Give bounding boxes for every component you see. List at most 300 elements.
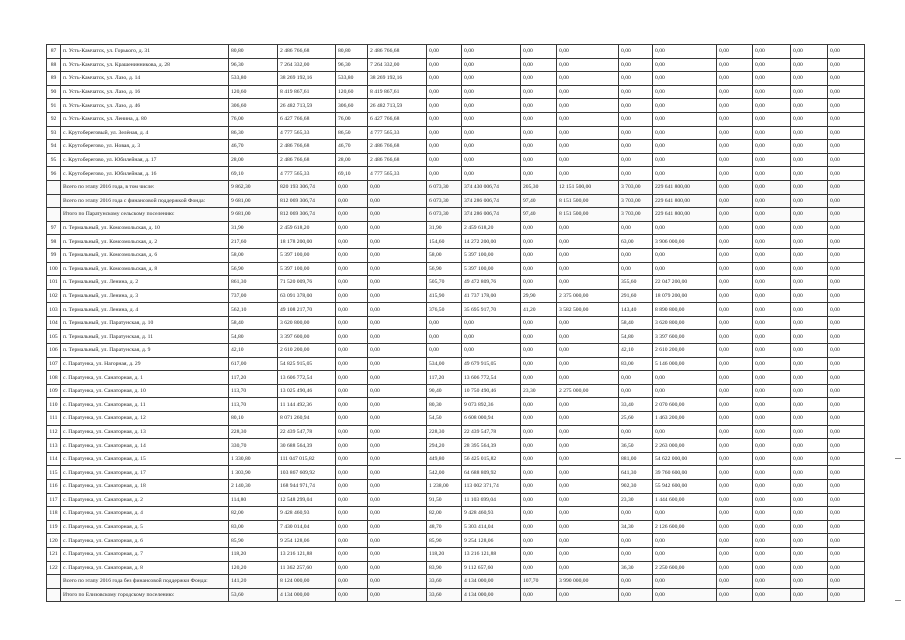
- value-cell: 0,00: [828, 412, 865, 426]
- value-cell: 2 610 200,00: [653, 344, 717, 358]
- value-cell: 2 486 766,68: [368, 140, 427, 154]
- value-cell: 0,00: [368, 262, 427, 276]
- value-cell: 0,00: [717, 507, 753, 521]
- value-cell: 11 103 699,04: [462, 493, 521, 507]
- value-cell: 0,00: [791, 412, 828, 426]
- value-cell: 0,00: [753, 153, 791, 167]
- row-number-cell: [47, 194, 61, 208]
- value-cell: 111 047 015,82: [278, 452, 336, 466]
- value-cell: 0,00: [462, 85, 521, 99]
- value-cell: 54,50: [427, 412, 462, 426]
- value-cell: 7 264 332,00: [278, 58, 336, 72]
- value-cell: 0,00: [753, 235, 791, 249]
- value-cell: 0,00: [717, 384, 753, 398]
- value-cell: 0,00: [521, 398, 557, 412]
- value-cell: 0,00: [717, 208, 753, 222]
- row-number-cell: 104: [47, 316, 61, 330]
- value-cell: 82,00: [427, 507, 462, 521]
- row-number-cell: 94: [47, 140, 61, 154]
- value-cell: 1 238,00: [427, 480, 462, 494]
- value-cell: 9 681,00: [229, 194, 278, 208]
- value-cell: 63 091 378,00: [278, 289, 336, 303]
- value-cell: 0,00: [753, 126, 791, 140]
- value-cell: 0,00: [521, 547, 557, 561]
- value-cell: 0,00: [791, 262, 828, 276]
- value-cell: 0,00: [619, 588, 653, 602]
- value-cell: 0,00: [717, 180, 753, 194]
- value-cell: 103 867 609,92: [278, 466, 336, 480]
- address-cell: с. Паратунка, ул. Санаторная, д. 7: [61, 547, 229, 561]
- value-cell: 0,00: [368, 248, 427, 262]
- value-cell: 33,60: [427, 588, 462, 602]
- value-cell: 355,60: [619, 276, 653, 290]
- value-cell: 0,00: [717, 452, 753, 466]
- address-cell: п. Термальный, ул. Паратунская, д. 9: [61, 344, 229, 358]
- value-cell: 0,00: [717, 466, 753, 480]
- value-cell: 0,00: [653, 262, 717, 276]
- value-cell: 0,00: [753, 72, 791, 86]
- value-cell: 0,00: [753, 507, 791, 521]
- value-cell: 0,00: [557, 357, 619, 371]
- value-cell: 0,00: [717, 330, 753, 344]
- value-cell: 0,00: [717, 262, 753, 276]
- value-cell: 117,20: [427, 371, 462, 385]
- value-cell: 0,00: [791, 493, 828, 507]
- value-cell: 0,00: [368, 180, 427, 194]
- value-cell: 0,00: [717, 289, 753, 303]
- value-cell: 0,00: [521, 371, 557, 385]
- value-cell: 0,00: [336, 384, 368, 398]
- row-number-cell: 112: [47, 425, 61, 439]
- value-cell: 0,00: [753, 112, 791, 126]
- value-cell: 291,60: [619, 289, 653, 303]
- value-cell: 0,00: [653, 72, 717, 86]
- value-cell: 534,00: [427, 357, 462, 371]
- value-cell: 0,00: [462, 330, 521, 344]
- value-cell: 0,00: [521, 561, 557, 575]
- value-cell: 6 073,30: [427, 208, 462, 222]
- value-cell: 0,00: [557, 85, 619, 99]
- value-cell: 0,00: [753, 344, 791, 358]
- value-cell: 38 269 192,16: [368, 72, 427, 86]
- value-cell: 0,00: [828, 235, 865, 249]
- value-cell: 0,00: [368, 235, 427, 249]
- address-cell: с. Паратунка, ул. Санаторная, д. 10: [61, 384, 229, 398]
- value-cell: 0,00: [791, 248, 828, 262]
- value-cell: 0,00: [791, 208, 828, 222]
- value-cell: 0,00: [368, 534, 427, 548]
- value-cell: 0,00: [368, 276, 427, 290]
- value-cell: 0,00: [753, 575, 791, 589]
- value-cell: 0,00: [828, 575, 865, 589]
- table-row: [47, 112, 865, 126]
- value-cell: 0,00: [717, 153, 753, 167]
- value-cell: 0,00: [368, 344, 427, 358]
- value-cell: 562,10: [229, 303, 278, 317]
- address-cell: п. Усть-Камчатск, ул. Горького, д. 31: [61, 45, 229, 59]
- value-cell: 0,00: [336, 466, 368, 480]
- value-cell: 0,00: [753, 371, 791, 385]
- value-cell: 28,00: [229, 153, 278, 167]
- value-cell: 0,00: [462, 126, 521, 140]
- value-cell: 0,00: [753, 303, 791, 317]
- value-cell: 64 688 809,92: [462, 466, 521, 480]
- address-cell: с. Крутоберегово, ул. Новая, д. 3: [61, 140, 229, 154]
- row-number-cell: 120: [47, 534, 61, 548]
- value-cell: 54,80: [229, 330, 278, 344]
- value-cell: 0,00: [462, 112, 521, 126]
- value-cell: 0,00: [828, 140, 865, 154]
- row-number-cell: 118: [47, 507, 61, 521]
- value-cell: 8 419 867,61: [368, 85, 427, 99]
- value-cell: 2 486 766,68: [278, 45, 336, 59]
- value-cell: 0,00: [619, 534, 653, 548]
- value-cell: 0,00: [336, 262, 368, 276]
- value-cell: 2 486 766,68: [278, 153, 336, 167]
- table-total-row: [47, 194, 865, 208]
- value-cell: 34,30: [619, 520, 653, 534]
- row-number-cell: 90: [47, 85, 61, 99]
- value-cell: 217,60: [229, 235, 278, 249]
- value-cell: 0,00: [368, 412, 427, 426]
- value-cell: 9 681,00: [229, 208, 278, 222]
- value-cell: 1 330,80: [229, 452, 278, 466]
- value-cell: 0,00: [753, 412, 791, 426]
- value-cell: 0,00: [791, 561, 828, 575]
- value-cell: 0,00: [828, 520, 865, 534]
- row-number-cell: [47, 208, 61, 222]
- value-cell: 374 286 006,74: [462, 208, 521, 222]
- value-cell: 0,00: [828, 357, 865, 371]
- value-cell: 26 482 713,59: [368, 99, 427, 113]
- value-cell: 80,80: [229, 45, 278, 59]
- value-cell: 54 622 000,00: [653, 452, 717, 466]
- value-cell: 63,00: [619, 235, 653, 249]
- value-cell: 0,00: [336, 588, 368, 602]
- value-cell: 22 047 200,00: [653, 276, 717, 290]
- row-number-cell: 93: [47, 126, 61, 140]
- value-cell: 0,00: [791, 439, 828, 453]
- value-cell: 0,00: [791, 344, 828, 358]
- value-cell: 0,00: [828, 112, 865, 126]
- value-cell: 374 286 006,74: [462, 194, 521, 208]
- value-cell: 0,00: [828, 466, 865, 480]
- value-cell: 330,70: [229, 439, 278, 453]
- value-cell: 0,00: [427, 153, 462, 167]
- table-total-row: [47, 588, 865, 602]
- value-cell: 0,00: [557, 72, 619, 86]
- address-cell: с. Паратунка, ул. Санаторная, д. 4: [61, 507, 229, 521]
- address-cell: Всего по этапу 2016 года, в том числе:: [61, 180, 229, 194]
- value-cell: 229 641 800,00: [653, 208, 717, 222]
- value-cell: 0,00: [521, 72, 557, 86]
- value-cell: 9 073 892,36: [462, 398, 521, 412]
- row-number-cell: 121: [47, 547, 61, 561]
- table-row: [47, 289, 865, 303]
- value-cell: 2 126 600,00: [653, 520, 717, 534]
- value-cell: 58,00: [427, 248, 462, 262]
- row-number-cell: 100: [47, 262, 61, 276]
- value-cell: 0,00: [717, 167, 753, 181]
- value-cell: 0,00: [462, 58, 521, 72]
- value-cell: 0,00: [717, 45, 753, 59]
- value-cell: 9 428 460,93: [462, 507, 521, 521]
- address-cell: с. Паратунка, ул. Санаторная, д. 18: [61, 480, 229, 494]
- value-cell: 812 069 306,74: [278, 194, 336, 208]
- value-cell: 0,00: [557, 534, 619, 548]
- row-number-cell: 89: [47, 72, 61, 86]
- table-row: [47, 439, 865, 453]
- value-cell: 0,00: [619, 221, 653, 235]
- value-cell: 0,00: [619, 112, 653, 126]
- value-cell: 0,00: [653, 371, 717, 385]
- value-cell: 0,00: [828, 452, 865, 466]
- row-number-cell: 107: [47, 357, 61, 371]
- value-cell: 0,00: [368, 357, 427, 371]
- value-cell: 0,00: [828, 58, 865, 72]
- value-cell: 0,00: [336, 303, 368, 317]
- value-cell: 2 070 600,00: [653, 398, 717, 412]
- table-row: [47, 330, 865, 344]
- value-cell: 641,30: [619, 466, 653, 480]
- value-cell: 0,00: [336, 534, 368, 548]
- value-cell: 55 942 600,00: [653, 480, 717, 494]
- address-cell: п. Усть-Камчатск, ул. Ленина, д. 80: [61, 112, 229, 126]
- value-cell: 76,00: [229, 112, 278, 126]
- value-cell: 23,30: [619, 493, 653, 507]
- value-cell: 0,00: [521, 99, 557, 113]
- value-cell: 0,00: [828, 248, 865, 262]
- value-cell: 0,00: [521, 520, 557, 534]
- value-cell: 0,00: [521, 439, 557, 453]
- value-cell: 229 641 800,00: [653, 194, 717, 208]
- value-cell: 0,00: [828, 289, 865, 303]
- value-cell: 0,00: [717, 439, 753, 453]
- value-cell: 0,00: [653, 140, 717, 154]
- value-cell: 0,00: [336, 330, 368, 344]
- value-cell: 0,00: [653, 248, 717, 262]
- value-cell: 0,00: [791, 289, 828, 303]
- value-cell: 2 250 600,00: [653, 561, 717, 575]
- value-cell: 0,00: [427, 85, 462, 99]
- value-cell: 0,00: [653, 153, 717, 167]
- value-cell: 0,00: [557, 412, 619, 426]
- value-cell: 0,00: [557, 276, 619, 290]
- value-cell: 0,00: [368, 561, 427, 575]
- value-cell: 35 695 917,70: [462, 303, 521, 317]
- value-cell: 0,00: [828, 194, 865, 208]
- value-cell: 86,30: [229, 126, 278, 140]
- row-number-cell: 95: [47, 153, 61, 167]
- value-cell: 18 079 200,00: [653, 289, 717, 303]
- value-cell: 54,80: [619, 330, 653, 344]
- value-cell: 542,00: [427, 466, 462, 480]
- value-cell: 0,00: [717, 58, 753, 72]
- value-cell: 58,40: [619, 316, 653, 330]
- row-number-cell: 111: [47, 412, 61, 426]
- value-cell: 0,00: [462, 167, 521, 181]
- value-cell: 80,10: [229, 412, 278, 426]
- address-cell: с. Паратунка, ул. Санаторная, д. 13: [61, 425, 229, 439]
- value-cell: 83,00: [619, 357, 653, 371]
- address-cell: с. Паратунка, ул. Санаторная, д. 2: [61, 493, 229, 507]
- value-cell: 0,00: [557, 235, 619, 249]
- value-cell: 0,00: [427, 344, 462, 358]
- value-cell: 0,00: [717, 534, 753, 548]
- value-cell: 0,00: [427, 167, 462, 181]
- value-cell: 8 124 000,00: [278, 575, 336, 589]
- value-cell: 0,00: [521, 45, 557, 59]
- value-cell: 0,00: [368, 588, 427, 602]
- address-cell: п. Термальный, ул. Ленина, д. 4: [61, 303, 229, 317]
- value-cell: 0,00: [619, 45, 653, 59]
- value-cell: 69,10: [336, 167, 368, 181]
- value-cell: 8 071 260,94: [278, 412, 336, 426]
- value-cell: 38 269 192,16: [278, 72, 336, 86]
- value-cell: 33,60: [427, 575, 462, 589]
- value-cell: 0,00: [619, 371, 653, 385]
- value-cell: 49 472 809,76: [462, 276, 521, 290]
- row-number-cell: 105: [47, 330, 61, 344]
- value-cell: 12 548 299,04: [278, 493, 336, 507]
- value-cell: 0,00: [368, 194, 427, 208]
- value-cell: 0,00: [336, 425, 368, 439]
- value-cell: 3 620 800,00: [278, 316, 336, 330]
- value-cell: 0,00: [753, 425, 791, 439]
- value-cell: 58,00: [229, 248, 278, 262]
- value-cell: 0,00: [828, 561, 865, 575]
- value-cell: 0,00: [753, 439, 791, 453]
- value-cell: 0,00: [557, 344, 619, 358]
- value-cell: 0,00: [462, 316, 521, 330]
- value-cell: 0,00: [828, 303, 865, 317]
- table-row: [47, 384, 865, 398]
- value-cell: 0,00: [753, 493, 791, 507]
- value-cell: 0,00: [368, 480, 427, 494]
- value-cell: 22 439 547,78: [462, 425, 521, 439]
- value-cell: 5 397 100,00: [462, 262, 521, 276]
- value-cell: 0,00: [717, 561, 753, 575]
- value-cell: 0,00: [717, 140, 753, 154]
- value-cell: 0,00: [753, 289, 791, 303]
- value-cell: 0,00: [828, 344, 865, 358]
- value-cell: 0,00: [753, 520, 791, 534]
- table-row: [47, 357, 865, 371]
- value-cell: 0,00: [717, 588, 753, 602]
- table-row: [47, 398, 865, 412]
- row-number-cell: 116: [47, 480, 61, 494]
- value-cell: 0,00: [368, 289, 427, 303]
- value-cell: 374 430 006,74: [462, 180, 521, 194]
- address-cell: Итого по Паратунскому сельскому поселению:: [61, 208, 229, 222]
- row-number-cell: [47, 575, 61, 589]
- value-cell: 56 425 015,82: [462, 452, 521, 466]
- value-cell: 228,30: [229, 425, 278, 439]
- value-cell: 0,00: [619, 140, 653, 154]
- value-cell: 0,00: [653, 425, 717, 439]
- value-cell: 31,90: [229, 221, 278, 235]
- value-cell: 0,00: [717, 112, 753, 126]
- value-cell: 0,00: [336, 235, 368, 249]
- value-cell: 71 520 009,76: [278, 276, 336, 290]
- value-cell: 0,00: [557, 248, 619, 262]
- value-cell: 0,00: [653, 126, 717, 140]
- value-cell: 0,00: [521, 112, 557, 126]
- value-cell: 0,00: [336, 561, 368, 575]
- value-cell: 0,00: [791, 547, 828, 561]
- value-cell: 0,00: [791, 235, 828, 249]
- value-cell: 0,00: [427, 58, 462, 72]
- row-number-cell: 91: [47, 99, 61, 113]
- value-cell: 120,60: [336, 85, 368, 99]
- value-cell: 0,00: [653, 507, 717, 521]
- value-cell: 0,00: [368, 303, 427, 317]
- value-cell: 56,90: [229, 262, 278, 276]
- value-cell: 0,00: [462, 140, 521, 154]
- value-cell: 0,00: [791, 357, 828, 371]
- address-cell: с. Крутоберегово, ул. Юбилейная, д. 17: [61, 153, 229, 167]
- value-cell: 83,90: [427, 561, 462, 575]
- value-cell: 0,00: [791, 153, 828, 167]
- value-cell: 30 688 564,39: [278, 439, 336, 453]
- value-cell: 107,70: [521, 575, 557, 589]
- value-cell: 0,00: [753, 316, 791, 330]
- value-cell: 0,00: [368, 208, 427, 222]
- value-cell: 0,00: [717, 248, 753, 262]
- value-cell: 0,00: [828, 126, 865, 140]
- value-cell: 141,20: [229, 575, 278, 589]
- value-cell: 7 264 332,00: [368, 58, 427, 72]
- row-number-cell: 88: [47, 58, 61, 72]
- value-cell: 6 427 766,68: [368, 112, 427, 126]
- value-cell: 0,00: [717, 72, 753, 86]
- value-cell: 0,00: [791, 58, 828, 72]
- value-cell: 0,00: [791, 575, 828, 589]
- value-cell: 26 482 713,59: [278, 99, 336, 113]
- value-cell: 0,00: [619, 384, 653, 398]
- value-cell: 0,00: [336, 194, 368, 208]
- value-cell: 3 703,00: [619, 194, 653, 208]
- address-cell: п. Термальный, ул. Паратунская, д. 10: [61, 316, 229, 330]
- value-cell: 29,90: [521, 289, 557, 303]
- value-cell: 9 254 128,06: [278, 534, 336, 548]
- value-cell: 0,00: [557, 262, 619, 276]
- value-cell: 0,00: [521, 126, 557, 140]
- value-cell: 0,00: [427, 126, 462, 140]
- value-cell: 3 703,00: [619, 208, 653, 222]
- table-row: [47, 221, 865, 235]
- value-cell: 0,00: [462, 45, 521, 59]
- value-cell: 0,00: [828, 439, 865, 453]
- value-cell: 1 303,90: [229, 466, 278, 480]
- value-cell: 0,00: [717, 303, 753, 317]
- value-cell: 4 777 565,33: [368, 167, 427, 181]
- value-cell: 0,00: [619, 262, 653, 276]
- value-cell: 42,10: [229, 344, 278, 358]
- value-cell: 0,00: [368, 221, 427, 235]
- value-cell: 28,00: [336, 153, 368, 167]
- value-cell: 0,00: [717, 371, 753, 385]
- value-cell: 8 419 867,61: [278, 85, 336, 99]
- row-number-cell: 102: [47, 289, 61, 303]
- value-cell: 505,70: [427, 276, 462, 290]
- value-cell: 5 397 100,00: [278, 248, 336, 262]
- value-cell: 0,00: [336, 180, 368, 194]
- table-row: [47, 344, 865, 358]
- value-cell: 0,00: [791, 140, 828, 154]
- value-cell: 2 486 766,68: [278, 140, 336, 154]
- table-row: [47, 316, 865, 330]
